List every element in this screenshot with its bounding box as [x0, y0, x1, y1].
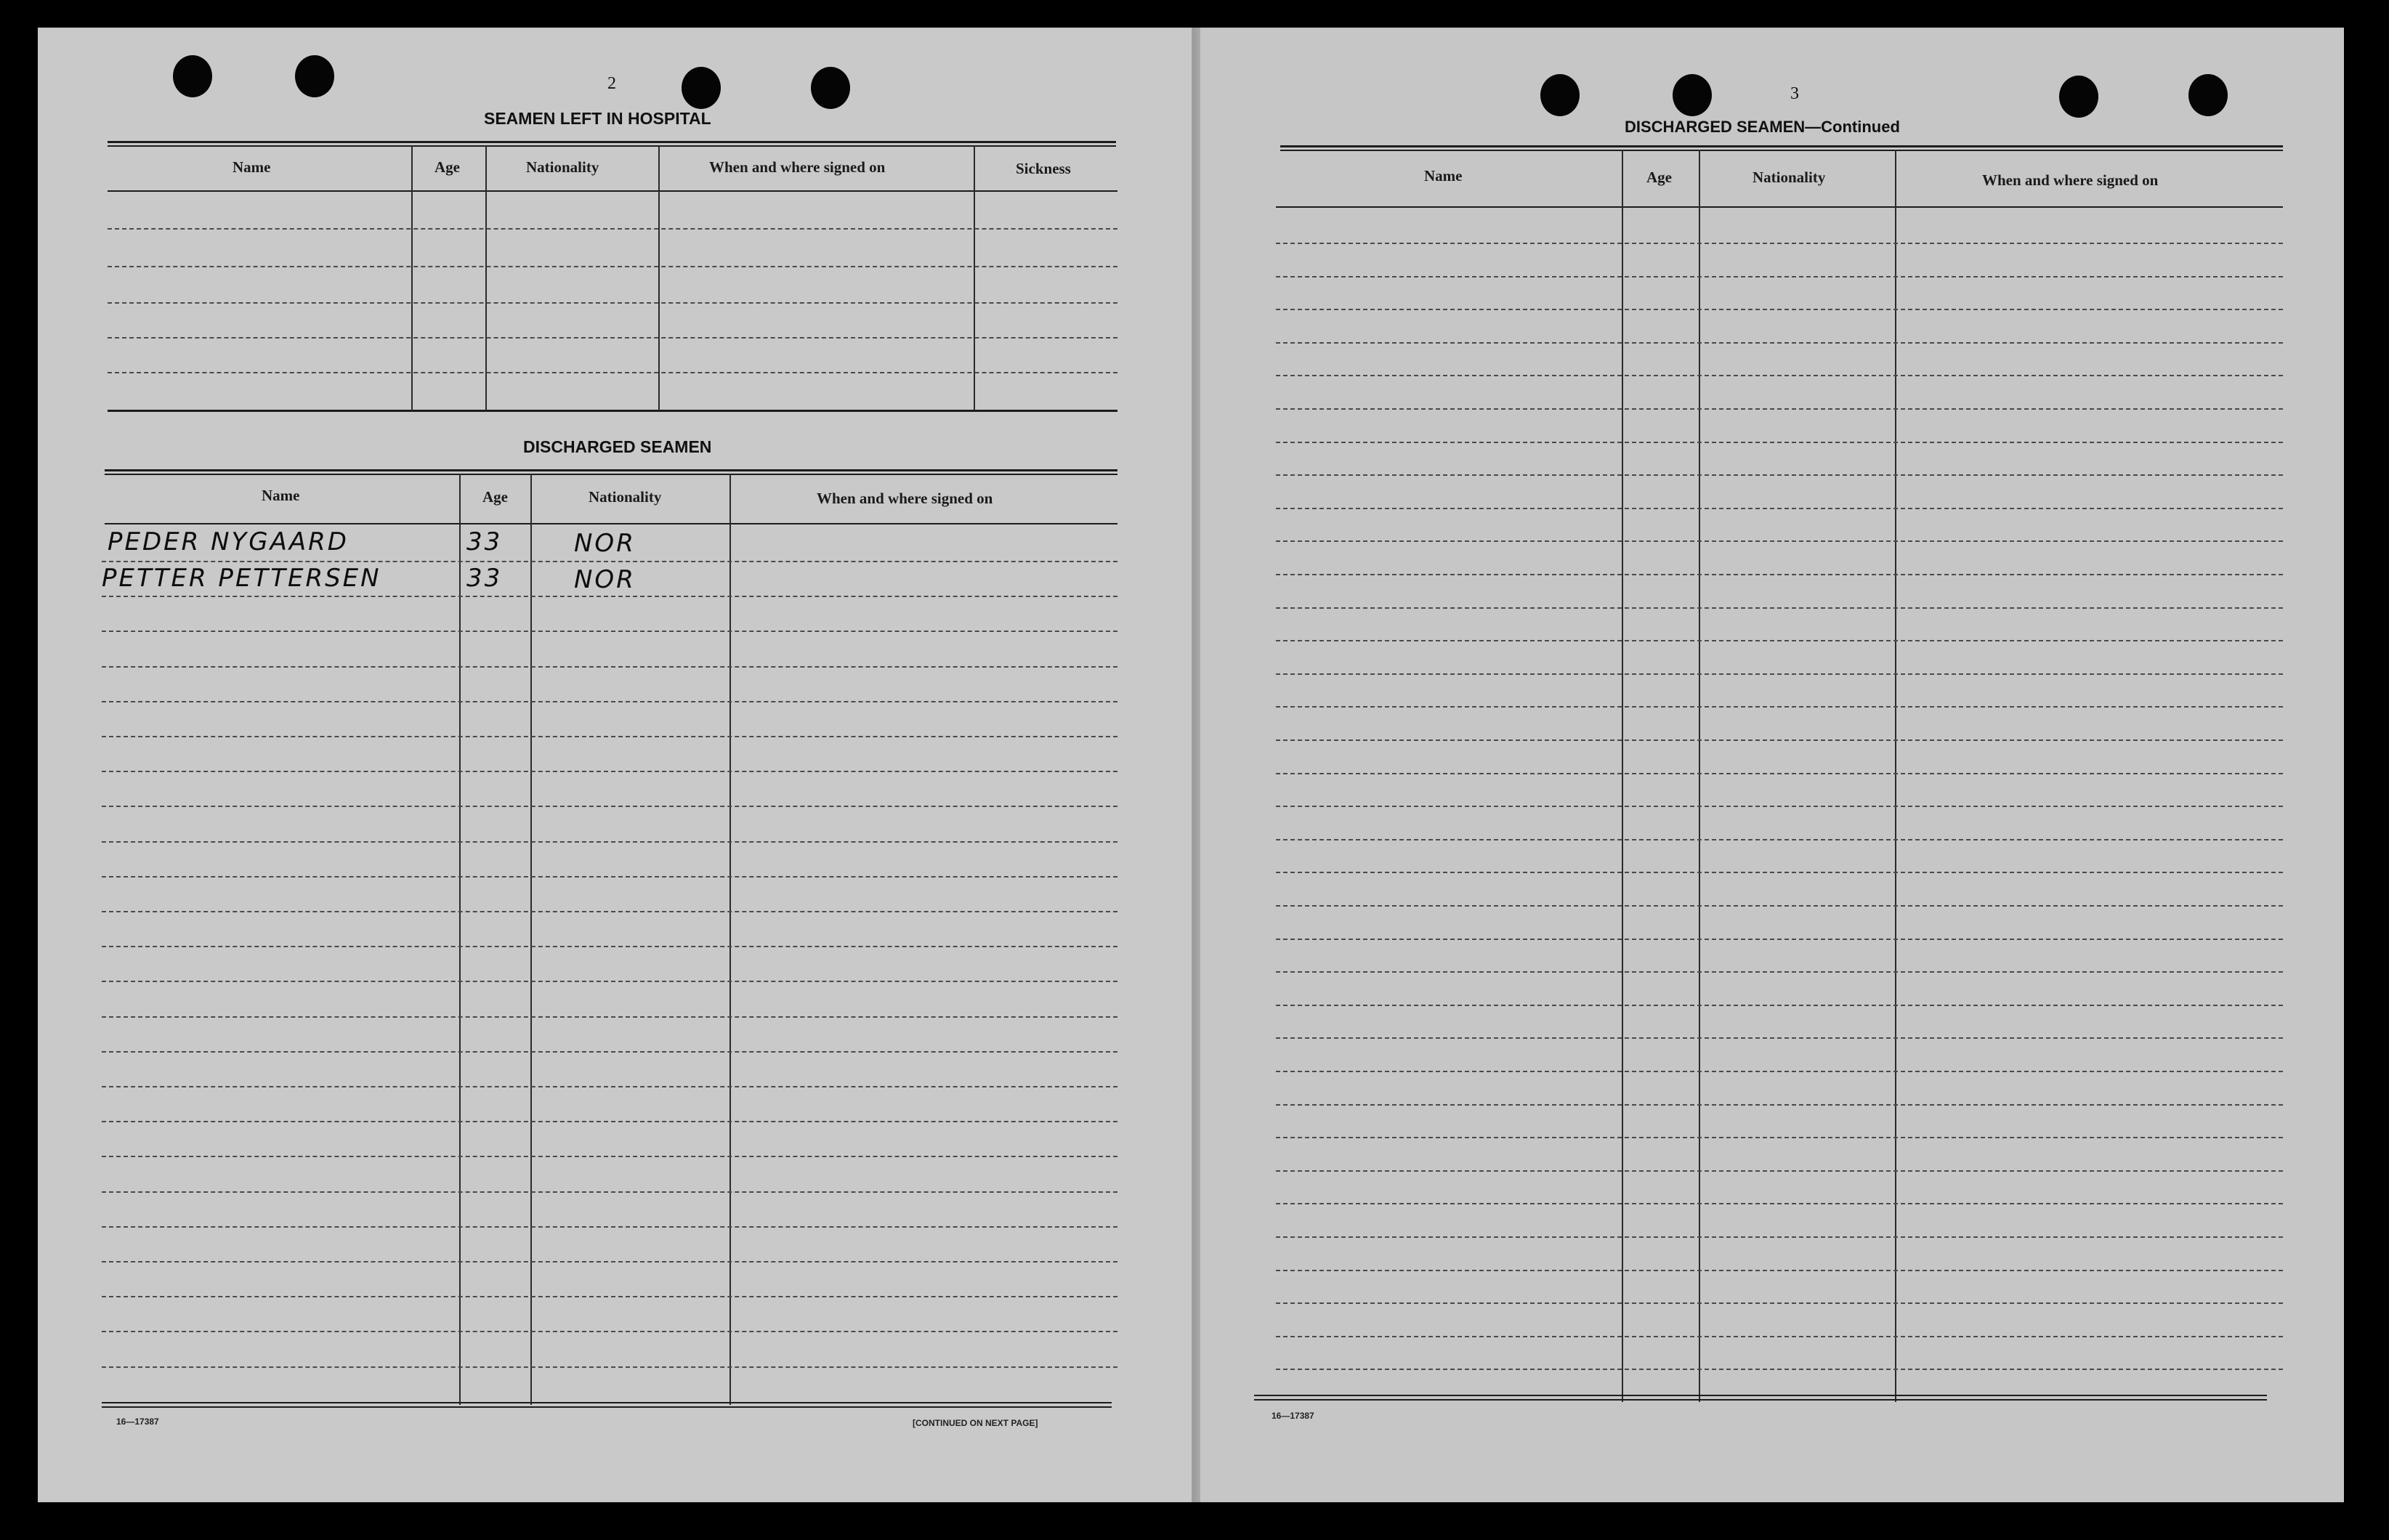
punch-hole	[1540, 74, 1580, 116]
page-number-right: 3	[1790, 84, 1799, 103]
header-rule	[1276, 206, 2283, 208]
page-number-left: 2	[607, 74, 616, 93]
left-page	[38, 28, 1192, 1502]
dotted-row-line	[1276, 1236, 2283, 1238]
dotted-row-line	[102, 771, 1117, 772]
header-rule	[108, 190, 1117, 192]
punch-hole	[295, 55, 334, 97]
dotted-row-line	[1276, 540, 2283, 542]
discharged-row-age: 33	[466, 564, 503, 593]
hospital-section-title: SEAMEN LEFT IN HOSPITAL	[484, 109, 711, 128]
dotted-row-line	[1276, 408, 2283, 410]
dotted-row-line	[102, 1016, 1117, 1018]
dotted-row-line	[1276, 1302, 2283, 1304]
dotted-row-line	[102, 1366, 1117, 1368]
dotted-row-line	[1276, 1104, 2283, 1106]
dotted-row-line	[108, 372, 1117, 373]
form-number-right: 16—17387	[1272, 1411, 1314, 1421]
dotted-row-line	[1276, 243, 2283, 244]
table-top-rule	[105, 469, 1117, 471]
dotted-row-line	[108, 266, 1117, 267]
hospital-col-nationality: Nationality	[526, 158, 599, 176]
dotted-row-line	[102, 981, 1117, 982]
dotted-row-line	[108, 228, 1117, 230]
dotted-row-line	[1276, 1170, 2283, 1172]
table-top-rule	[1280, 150, 2283, 151]
punch-hole	[1673, 74, 1712, 116]
dotted-row-line	[1276, 474, 2283, 476]
dotted-row-line	[102, 666, 1117, 668]
dotted-row-line	[102, 1331, 1117, 1332]
dotted-row-line	[1276, 276, 2283, 277]
dotted-row-line	[1276, 1369, 2283, 1370]
table-bottom-rule	[1254, 1399, 2267, 1401]
dotted-row-line	[1276, 673, 2283, 675]
dotted-row-line	[1276, 375, 2283, 376]
table-top-rule	[108, 141, 1116, 143]
column-divider	[1622, 150, 1623, 1402]
right-col-when-where: When and where signed on	[1982, 171, 2159, 189]
dotted-row-line	[1276, 442, 2283, 443]
punch-hole	[2188, 74, 2228, 116]
dotted-row-line	[102, 596, 1117, 597]
table-bottom-rule	[102, 1402, 1112, 1403]
discharged-row-nationality: NOR	[574, 565, 636, 594]
dotted-row-line	[102, 701, 1117, 702]
dotted-row-line	[102, 1086, 1117, 1087]
dotted-row-line	[102, 806, 1117, 807]
dotted-row-line	[1276, 1203, 2283, 1204]
hospital-col-age: Age	[434, 158, 460, 176]
dotted-row-line	[1276, 640, 2283, 641]
hospital-col-when-where: When and where signed on	[709, 158, 886, 176]
right-col-nationality: Nationality	[1753, 169, 1826, 186]
dotted-row-line	[102, 1191, 1117, 1193]
dotted-row-line	[102, 736, 1117, 737]
dotted-row-line	[102, 946, 1117, 947]
discharged-row-nationality: NOR	[574, 529, 636, 558]
right-section-title: DISCHARGED SEAMEN—Continued	[1625, 118, 1900, 136]
table-top-rule	[108, 145, 1116, 147]
punch-hole	[682, 67, 721, 109]
dotted-row-line	[102, 1121, 1117, 1122]
hospital-col-sickness: Sickness	[1016, 160, 1071, 177]
table-top-rule	[1280, 145, 2283, 147]
dotted-row-line	[102, 841, 1117, 843]
dotted-row-line	[1276, 971, 2283, 973]
column-divider	[1895, 150, 1896, 1402]
dotted-row-line	[1276, 1005, 2283, 1006]
discharged-col-name: Name	[262, 487, 300, 504]
table-top-rule	[105, 474, 1117, 475]
dotted-row-line	[1276, 607, 2283, 609]
dotted-row-line	[1276, 706, 2283, 708]
dotted-row-line	[1276, 872, 2283, 873]
dotted-row-line	[1276, 309, 2283, 310]
form-number-left: 16—17387	[116, 1417, 159, 1427]
dotted-row-line	[1276, 806, 2283, 807]
punch-hole	[811, 67, 850, 109]
dotted-row-line	[108, 337, 1117, 339]
dotted-row-line	[1276, 1270, 2283, 1271]
column-divider	[459, 474, 461, 1405]
dotted-row-line	[102, 1226, 1117, 1228]
column-divider	[729, 474, 731, 1405]
discharged-col-when-where: When and where signed on	[817, 490, 993, 507]
column-divider	[530, 474, 532, 1405]
discharged-section-title: DISCHARGED SEAMEN	[523, 437, 712, 456]
table-bottom-rule	[102, 1406, 1112, 1408]
discharged-row-name: PEDER NYGAARD	[108, 527, 349, 556]
dotted-row-line	[1276, 905, 2283, 907]
dotted-row-line	[102, 876, 1117, 878]
discharged-col-nationality: Nationality	[589, 488, 662, 506]
dotted-row-line	[1276, 1336, 2283, 1337]
right-col-age: Age	[1646, 169, 1672, 186]
punch-hole	[173, 55, 212, 97]
hospital-col-name: Name	[233, 158, 271, 176]
right-col-name: Name	[1424, 167, 1463, 185]
column-divider	[1699, 150, 1700, 1402]
dotted-row-line	[1276, 773, 2283, 774]
continued-note: [CONTINUED ON NEXT PAGE]	[913, 1418, 1038, 1428]
dotted-row-line	[102, 561, 1117, 562]
discharged-col-age: Age	[482, 488, 508, 506]
dotted-row-line	[1276, 739, 2283, 741]
dotted-row-line	[1276, 574, 2283, 575]
right-page	[1200, 28, 2344, 1502]
discharged-row-age: 33	[466, 527, 503, 556]
punch-hole	[2059, 76, 2098, 118]
dotted-row-line	[1276, 342, 2283, 344]
dotted-row-line	[1276, 839, 2283, 840]
dotted-row-line	[108, 302, 1117, 304]
dotted-row-line	[1276, 1071, 2283, 1072]
dotted-row-line	[102, 631, 1117, 632]
dotted-row-line	[102, 1051, 1117, 1053]
dotted-row-line	[1276, 508, 2283, 509]
table-bottom-rule	[1254, 1395, 2267, 1396]
dotted-row-line	[102, 1296, 1117, 1297]
dotted-row-line	[1276, 939, 2283, 940]
discharged-row-name: PETTER PETTERSEN	[102, 564, 381, 593]
dotted-row-line	[102, 1261, 1117, 1263]
dotted-row-line	[102, 1156, 1117, 1157]
dotted-row-line	[1276, 1037, 2283, 1039]
dotted-row-line	[102, 911, 1117, 912]
dotted-row-line	[1276, 1137, 2283, 1138]
table-bottom-rule	[108, 410, 1117, 412]
header-rule	[105, 523, 1117, 524]
